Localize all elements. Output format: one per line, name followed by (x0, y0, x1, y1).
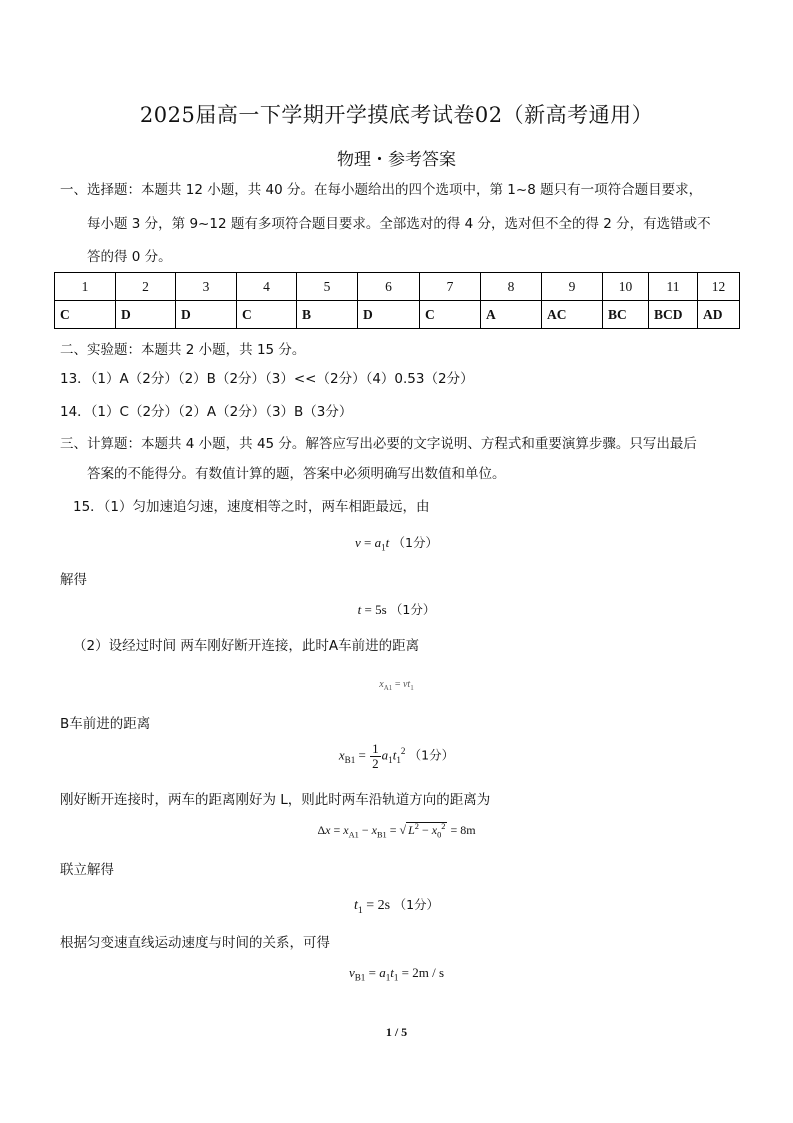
answer-cell: BC (603, 301, 649, 329)
question-number-cell: 8 (481, 273, 542, 301)
question-number-cell: 6 (358, 273, 420, 301)
answer-cell: A (481, 301, 542, 329)
question-number-cell: 10 (603, 273, 649, 301)
question-number-cell: 3 (176, 273, 237, 301)
question-15-part2: （2）设经过时间 两车刚好断开连接，此时A车前进的距离 (73, 638, 420, 654)
question-number-cell: 1 (55, 273, 116, 301)
section3-instructions-line2: 答案的不能得分。有数值计算的题，答案中必须明确写出数值和单位。 (87, 466, 506, 482)
answer-table-values-row (55, 301, 740, 329)
score-note: （1分） (408, 747, 455, 763)
score-note: （1分） (393, 897, 440, 912)
question-13-answer: 13．（1）A（2分）（2）B（2分）（3）<<（2分）（4）0.53（2分） (60, 371, 474, 387)
answer-cell: AC (542, 301, 603, 329)
question-number-cell: 9 (542, 273, 603, 301)
formula-time-result: t = 5s （1分） (357, 602, 436, 617)
answer-table-header-row (55, 273, 740, 301)
label-velocity-time-relation: 根据匀变速直线运动速度与时间的关系，可得 (60, 935, 330, 951)
question-14-answer: 14．（1）C（2分）（2）A（2分）（3）B（3分） (60, 404, 353, 420)
answer-cell: C (237, 301, 297, 329)
formula-b-distance: $x_{B1}$ = $\frac{1}{2}$ $a_1t_1^2$ （1分） (338, 741, 455, 771)
document-title: 2025届高一下学期开学摸底考试卷02（新高考通用） (139, 103, 654, 127)
score-note: （1分） (389, 602, 436, 617)
question-number-cell: 5 (297, 273, 358, 301)
formula-t1-result: $t_1 = 2s$ （1分） (353, 897, 440, 916)
label-solve: 解得 (60, 572, 87, 588)
formula-vb1-result: $v_{B1} = a_1t_1 = 2m / s$ (348, 965, 445, 983)
answer-cell: D (176, 301, 237, 329)
answer-cell: AD (698, 301, 740, 329)
formula-a-distance: $x_{A1} = vt_1$ (379, 679, 414, 692)
fraction-one-half: $\frac{1}{2}$ (372, 741, 379, 771)
formula-delta-x: $\Delta x = x_{A1} - x_{B1}$ = √ $L^2 - x_0^2 = 8m$ (317, 822, 476, 840)
question-number-cell: 12 (698, 273, 740, 301)
page-number: 1 / 5 (385, 1025, 408, 1039)
label-combine-solve: 联立解得 (60, 862, 114, 878)
question-number-cell: 4 (237, 273, 297, 301)
answer-cell: B (297, 301, 358, 329)
score-note: （1分） (392, 535, 438, 550)
question-15-intro: 15．（1）匀加速追匀速，速度相等之时，两车相距最远，由 (73, 499, 430, 515)
label-break-condition: 刚好断开连接时，两车的距离刚好为 L，则此时两车沿轨道方向的距离为 (60, 792, 491, 808)
document-subtitle: 物理・参考答案 (337, 150, 456, 170)
question-number-cell: 7 (420, 273, 481, 301)
answer-cell: BCD (649, 301, 698, 329)
answer-cell: C (55, 301, 116, 329)
question-number-cell: 11 (649, 273, 698, 301)
answer-cell: C (420, 301, 481, 329)
question-number-cell: 2 (116, 273, 176, 301)
section1-instructions-line2: 每小题 3 分，第 9~12 题有多项符合题目要求。全部选对的得 4 分，选对但不全的得 2 分，有选错或不 (87, 216, 711, 232)
formula-velocity: $v = a_1t$ （1分） (355, 535, 438, 553)
section1-instructions-line1: 一、选择题：本题共 12 小题，共 40 分。在每小题给出的四个选项中，第 1~8 题只有一项符合题目要求， (60, 182, 703, 198)
section2-heading: 二、实验题：本题共 2 小题，共 15 分。 (60, 342, 306, 358)
answer-cell: D (358, 301, 420, 329)
answer-cell: D (116, 301, 176, 329)
answer-table (54, 272, 740, 329)
label-b-distance: B车前进的距离 (60, 716, 151, 732)
section1-instructions-line3: 答的得 0 分。 (87, 249, 172, 265)
section3-instructions-line1: 三、计算题：本题共 4 小题，共 45 分。解答应写出必要的文字说明、方程式和重要演算步骤。只写出最后 (60, 436, 697, 452)
